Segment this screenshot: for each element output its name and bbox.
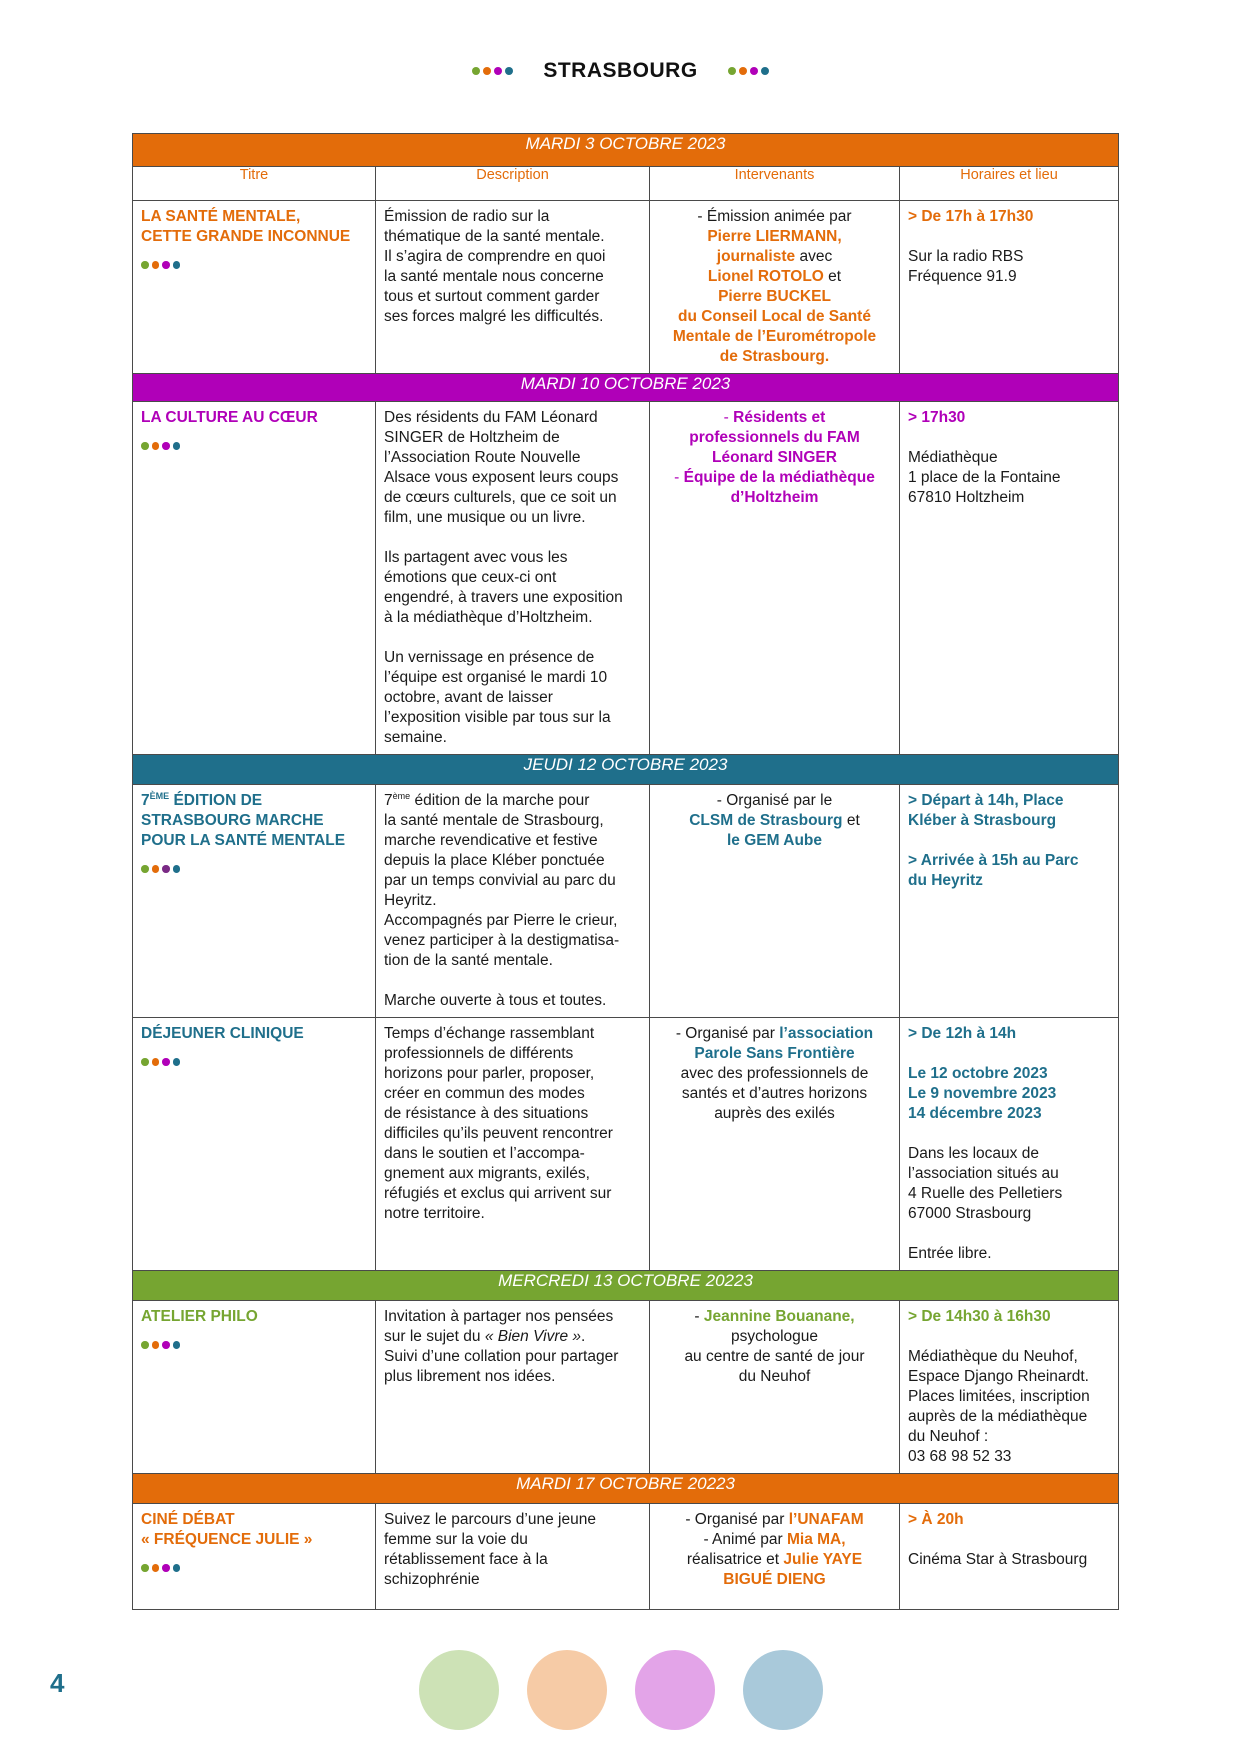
speaker-line: - Animé par (703, 1531, 787, 1548)
day-label: JEUDI 12 OCTOBRE 2023 (133, 755, 1119, 785)
decorative-dots-left (472, 67, 513, 75)
desc-quote: « Bien Vivre » (484, 1328, 582, 1345)
event-time: > 17h30 (908, 409, 966, 426)
event-time: > De 12h à 14h (908, 1025, 1017, 1042)
event-place: l’association situés au (908, 1165, 1059, 1182)
event-place: Médiathèque du Neuhof, (908, 1348, 1078, 1365)
desc-line: émotions que ceux-ci ont (384, 569, 557, 586)
connector-text: et (823, 268, 842, 285)
desc-line: édition de la marche pour (410, 792, 590, 809)
orange-dot-icon (152, 1058, 160, 1066)
desc-line: marche revendicative et festive (384, 832, 598, 849)
event-place: Dans les locaux de (908, 1145, 1039, 1162)
title-line: POUR LA SANTÉ MENTALE (141, 832, 346, 849)
event-row (133, 1504, 1119, 1610)
speaker-name: Mia MA, (787, 1531, 846, 1548)
speaker-name: CLSM de Strasbourg (689, 812, 843, 829)
desc-number: 7 (384, 792, 393, 809)
title-superscript: ÈME (149, 791, 170, 801)
purple-dot-icon (162, 1058, 170, 1066)
orange-dot-icon (152, 442, 160, 450)
event-time: > De 17h à 17h30 (908, 208, 1034, 225)
desc-superscript: ème (392, 791, 411, 801)
event-place: Places limitées, inscription (908, 1388, 1090, 1405)
teal-dot-icon (173, 1564, 181, 1572)
speaker-line: - Émission animée par (697, 208, 852, 225)
day-label: MARDI 17 OCTOBRE 20223 (133, 1474, 1119, 1504)
desc-line: Émission de radio sur la (384, 208, 550, 225)
event-place: Cinéma Star à Strasbourg (908, 1551, 1088, 1568)
event-speakers (650, 402, 900, 755)
speaker-name: l’UNAFAM (788, 1511, 864, 1528)
event-speakers (650, 1504, 900, 1610)
speaker-name: le GEM Aube (726, 832, 823, 849)
desc-line: octobre, avant de laisser (384, 689, 553, 706)
desc-line: engendré, à travers une exposition (384, 589, 623, 606)
desc-line: la santé mentale nous concerne (384, 268, 604, 285)
desc-line: rétablissement face à la (384, 1551, 548, 1568)
speaker-name: Parole Sans Frontière (694, 1045, 855, 1062)
green-dot-icon (141, 1564, 149, 1572)
speaker-name: d’Holtzheim (730, 489, 819, 506)
decorative-dots (141, 1564, 367, 1572)
desc-line: film, une musique ou un livre. (384, 509, 586, 526)
event-row (133, 402, 1119, 755)
event-time: > De 14h30 à 16h30 (908, 1308, 1051, 1325)
page-title: STRASBOURG (543, 59, 698, 82)
desc-line: Ils partagent avec vous les (384, 549, 568, 566)
desc-line: tous et surtout comment garder (384, 288, 600, 305)
orange-dot-icon (739, 67, 747, 75)
speaker-name: Pierre BUCKEL (718, 288, 831, 305)
speaker-name: BIGUÉ DIENG (723, 1571, 826, 1588)
event-time: Kléber à Strasbourg (908, 812, 1057, 829)
dash: - (694, 1308, 704, 1325)
event-time: > À 20h (908, 1511, 964, 1528)
green-dot-icon (141, 1058, 149, 1066)
desc-line: de résistance à des situations (384, 1105, 589, 1122)
speaker-org: de Strasbourg. (719, 348, 830, 365)
event-title (133, 1504, 376, 1610)
orange-circle-icon (527, 1650, 607, 1730)
speaker-name: professionnels du FAM (689, 429, 860, 446)
speaker-name: Équipe de la médiathèque (683, 469, 875, 486)
event-speakers (650, 1301, 900, 1474)
orange-dot-icon (152, 1341, 160, 1349)
speaker-line: du Neuhof (738, 1368, 811, 1385)
col-header-intervenants: Intervenants (650, 167, 900, 201)
speaker-org: du Conseil Local de Santé (678, 308, 871, 325)
speaker-name: l’association (779, 1025, 874, 1042)
event-place: du Neuhof : (908, 1428, 989, 1445)
col-header-titre: Titre (133, 167, 376, 201)
desc-line: Marche ouverte à tous et toutes. (384, 992, 607, 1009)
speaker-name: Lionel ROTOLO (707, 268, 824, 285)
day-label: MERCREDI 13 OCTOBRE 20223 (133, 1271, 1119, 1301)
teal-dot-icon (173, 1341, 181, 1349)
desc-line: sur le sujet du (384, 1328, 485, 1345)
purple-dot-icon (162, 261, 170, 269)
event-time: > Départ à 14h, Place (908, 792, 1064, 809)
event-place: 4 Ruelle des Pelletiers (908, 1185, 1063, 1202)
event-schedule (900, 1018, 1119, 1271)
event-title (133, 402, 376, 755)
desc-line: professionnels de différents (384, 1045, 574, 1062)
event-row (133, 1018, 1119, 1271)
speaker-line: auprès des exilés (714, 1105, 835, 1122)
decorative-dots (141, 1058, 367, 1066)
speaker-line: santés et d’autres horizons (681, 1085, 868, 1102)
desc-line: à la médiathèque d’Holtzheim. (384, 609, 593, 626)
title-line: LA SANTÉ MENTALE, (141, 208, 301, 225)
event-place: 03 68 98 52 33 (908, 1448, 1012, 1465)
event-place: 67000 Strasbourg (908, 1205, 1032, 1222)
day-header (133, 134, 1119, 167)
title-line: STRASBOURG MARCHE (141, 812, 324, 829)
desc-line: l’équipe est organisé le mardi 10 (384, 669, 608, 686)
day-header (133, 755, 1119, 785)
desc-line: dans le soutien et l’accompa- (384, 1145, 585, 1162)
speaker-name: Julie YAYE (783, 1551, 863, 1568)
event-place: Espace Django Rheinardt. (908, 1368, 1089, 1385)
event-place: auprès de la médiathèque (908, 1408, 1088, 1425)
event-schedule (900, 201, 1119, 374)
event-schedule (900, 1504, 1119, 1610)
event-speakers (650, 1018, 900, 1271)
event-speakers (650, 785, 900, 1018)
desc-line: notre territoire. (384, 1205, 485, 1222)
event-row (133, 1301, 1119, 1474)
decorative-dots (141, 865, 367, 873)
desc-line: . (581, 1328, 586, 1345)
purple-dot-icon (494, 67, 502, 75)
desc-line: l’exposition visible par tous sur la (384, 709, 611, 726)
decorative-dots (141, 1341, 367, 1349)
desc-line: difficiles qu’ils peuvent rencontrer (384, 1125, 613, 1142)
event-place: 67810 Holtzheim (908, 489, 1025, 506)
speaker-name: Résidents et (733, 409, 826, 426)
dash: - (723, 409, 734, 426)
event-description (376, 1018, 650, 1271)
day-label: MARDI 3 OCTOBRE 2023 (133, 134, 1119, 167)
day-header (133, 374, 1119, 402)
green-dot-icon (141, 442, 149, 450)
desc-line: tion de la santé mentale. (384, 952, 553, 969)
connector-text: et (842, 812, 860, 829)
event-title (133, 785, 376, 1018)
title-number: 7 (141, 792, 150, 809)
purple-dot-icon (162, 1341, 170, 1349)
orange-dot-icon (152, 1564, 160, 1572)
teal-dot-icon (173, 865, 181, 873)
desc-line: Suivez le parcours d’une jeune (384, 1511, 596, 1528)
desc-line: Alsace vous exposent leurs coups (384, 469, 619, 486)
teal-dot-icon (173, 1058, 181, 1066)
desc-line: semaine. (384, 729, 447, 746)
orange-dot-icon (152, 865, 160, 873)
green-dot-icon (141, 261, 149, 269)
speaker-name: Pierre LIERMANN, (707, 228, 842, 245)
event-date: Le 9 novembre 2023 (908, 1085, 1057, 1102)
desc-line: Accompagnés par Pierre le crieur, (384, 912, 618, 929)
green-dot-icon (472, 67, 480, 75)
program-table (132, 133, 1119, 1610)
page-number: 4 (50, 1668, 65, 1698)
desc-line: créer en commun des modes (384, 1085, 585, 1102)
desc-line: Suivi d’une collation pour partager (384, 1348, 619, 1365)
green-circle-icon (419, 1650, 499, 1730)
desc-line: réfugiés et exclus qui arrivent sur (384, 1185, 612, 1202)
desc-line: Des résidents du FAM Léonard (384, 409, 598, 426)
teal-circle-icon (743, 1650, 823, 1730)
connector-text: avec (795, 248, 833, 265)
title-line: DÉJEUNER CLINIQUE (141, 1025, 304, 1042)
title-line: ATELIER PHILO (141, 1308, 258, 1325)
event-title (133, 1301, 376, 1474)
column-headers (133, 167, 1119, 201)
title-line: ÉDITION DE (169, 792, 263, 809)
speaker-name: Jeannine Bouanane, (703, 1308, 855, 1325)
event-description (376, 1504, 650, 1610)
purple-dot-icon (162, 865, 170, 873)
event-description (376, 1301, 650, 1474)
speaker-line: - Organisé par (675, 1025, 780, 1042)
teal-dot-icon (761, 67, 769, 75)
teal-dot-icon (173, 261, 181, 269)
decorative-dots (141, 442, 367, 450)
desc-line: femme sur la voie du (384, 1531, 528, 1548)
speaker-line: avec des professionnels de (680, 1065, 869, 1082)
purple-circle-icon (635, 1650, 715, 1730)
desc-line: Heyritz. (384, 892, 437, 909)
desc-line: la santé mentale de Strasbourg, (384, 812, 604, 829)
speaker-name: Léonard SINGER (712, 449, 837, 466)
orange-dot-icon (152, 261, 160, 269)
green-dot-icon (728, 67, 736, 75)
desc-line: par un temps convivial au parc du (384, 872, 616, 889)
desc-line: horizons pour parler, proposer, (384, 1065, 595, 1082)
event-schedule (900, 785, 1119, 1018)
event-row (133, 201, 1119, 374)
title-line: LA CULTURE AU CŒUR (141, 409, 318, 426)
speaker-line: - Organisé par (685, 1511, 789, 1528)
desc-line: ses forces malgré les difficultés. (384, 308, 604, 325)
desc-line: Temps d’échange rassemblant (384, 1025, 595, 1042)
event-date: Le 12 octobre 2023 (908, 1065, 1048, 1082)
title-line: CETTE GRANDE INCONNUE (141, 228, 351, 245)
day-header (133, 1271, 1119, 1301)
event-place: Médiathèque (908, 449, 998, 466)
day-label: MARDI 10 OCTOBRE 2023 (133, 374, 1119, 402)
purple-dot-icon (162, 1564, 170, 1572)
title-line: CINÉ DÉBAT (141, 1511, 235, 1528)
event-place: Fréquence 91.9 (908, 268, 1017, 285)
page-header (0, 56, 1241, 86)
speaker-line: réalisatrice et (686, 1551, 784, 1568)
teal-dot-icon (505, 67, 513, 75)
green-dot-icon (141, 865, 149, 873)
speaker-org: Mentale de l’Eurométropole (672, 328, 877, 345)
event-date: 14 décembre 2023 (908, 1105, 1042, 1122)
green-dot-icon (141, 1341, 149, 1349)
desc-line: gnement aux migrants, exilés, (384, 1165, 590, 1182)
title-line: « FRÉQUENCE JULIE » (141, 1531, 313, 1548)
desc-line: depuis la place Kléber ponctuée (384, 852, 605, 869)
event-time: > Arrivée à 15h au Parc (908, 852, 1079, 869)
event-place: Sur la radio RBS (908, 248, 1024, 265)
event-schedule (900, 1301, 1119, 1474)
desc-line: schizophrénie (384, 1571, 480, 1588)
desc-line: plus librement nos idées. (384, 1368, 556, 1385)
speaker-name: journaliste (716, 248, 796, 265)
event-schedule (900, 402, 1119, 755)
event-row (133, 785, 1119, 1018)
event-place: 1 place de la Fontaine (908, 469, 1061, 486)
decorative-circles (0, 1650, 1241, 1730)
event-title (133, 1018, 376, 1271)
col-header-horaires: Horaires et lieu (900, 167, 1119, 201)
teal-dot-icon (173, 442, 181, 450)
dash: - (674, 469, 684, 486)
desc-line: Il s’agira de comprendre en quoi (384, 248, 606, 265)
event-description (376, 201, 650, 374)
desc-line: l’Association Route Nouvelle (384, 449, 581, 466)
desc-line: de cœurs culturels, que ce soit un (384, 489, 617, 506)
desc-line: venez participer à la destigmatisa- (384, 932, 620, 949)
event-note: Entrée libre. (908, 1245, 992, 1262)
speaker-line: au centre de santé de jour (684, 1348, 865, 1365)
desc-line: thématique de la santé mentale. (384, 228, 605, 245)
event-description (376, 785, 650, 1018)
day-header (133, 1474, 1119, 1504)
speaker-line: psychologue (730, 1328, 819, 1345)
event-speakers (650, 201, 900, 374)
speaker-line: - Organisé par le (716, 792, 833, 809)
orange-dot-icon (483, 67, 491, 75)
desc-line: SINGER de Holtzheim de (384, 429, 560, 446)
purple-dot-icon (750, 67, 758, 75)
decorative-dots (141, 261, 367, 269)
event-title (133, 201, 376, 374)
purple-dot-icon (162, 442, 170, 450)
desc-line: Invitation à partager nos pensées (384, 1308, 614, 1325)
desc-line: Un vernissage en présence de (384, 649, 595, 666)
col-header-description: Description (376, 167, 650, 201)
decorative-dots-right (728, 67, 769, 75)
event-description (376, 402, 650, 755)
event-time: du Heyritz (908, 872, 983, 889)
